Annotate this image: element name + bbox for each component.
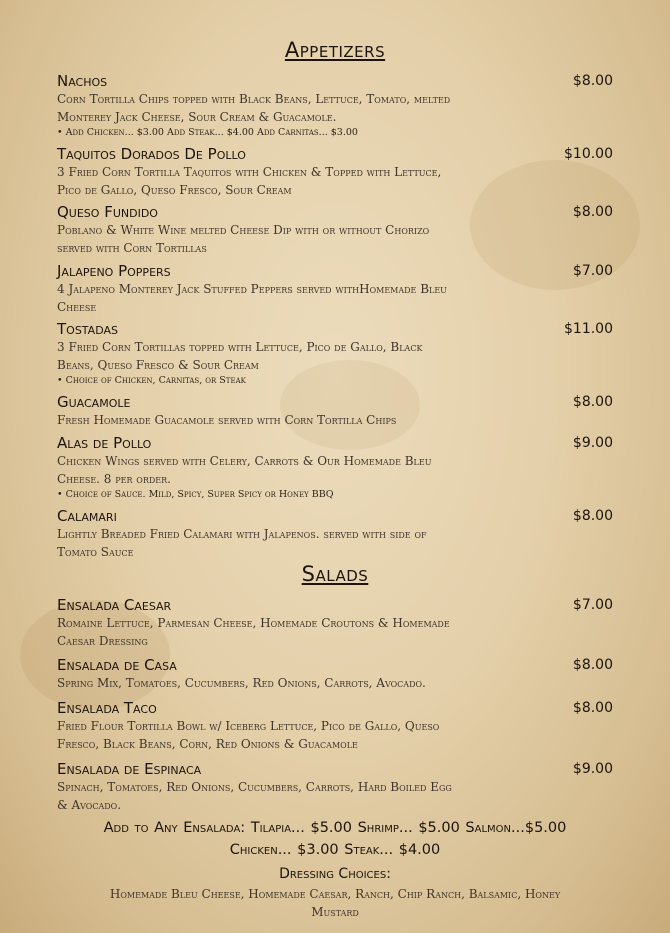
item-price: $11.00 xyxy=(564,321,613,337)
menu-item-ensalada-taco xyxy=(57,699,617,753)
item-price: $8.00 xyxy=(572,700,613,716)
item-name: Ensalada Caesar xyxy=(57,596,172,614)
menu-item-guacamole xyxy=(57,393,617,430)
item-name: Queso Fundido xyxy=(57,203,158,221)
item-price: $7.00 xyxy=(572,263,613,279)
menu-item-ensalada-caesar xyxy=(57,596,617,650)
menu-item-queso-fundido xyxy=(57,203,617,257)
menu-item-nachos xyxy=(57,72,617,139)
menu-item-taquitos xyxy=(57,145,617,199)
menu-item-ensalada-de-casa xyxy=(57,656,617,693)
item-description: Corn Tortilla Chips topped with Black Beans, Lettuce, Tomato, melted Monterey Jack Cheese, Sour Cream & Guacamole. xyxy=(57,92,451,124)
item-name: Alas de Pollo xyxy=(57,434,152,452)
item-price: $8.00 xyxy=(572,394,613,410)
item-description: 4 Jalapeno Monterey Jack Stuffed Peppers served withHomemade Bleu Cheese xyxy=(57,282,447,314)
item-description: Lightly Breaded Fried Calamari with Jalapenos. served with side of Tomato Sauce xyxy=(57,527,427,559)
dressing-choices-title: Dressing Choices: xyxy=(279,866,391,882)
item-name: Taquitos Dorados De Pollo xyxy=(57,145,246,163)
item-description: Spring Mix, Tomatoes, Cucumbers, Red Onions, Carrots, Avocado. xyxy=(57,676,426,690)
item-description: Romaine Lettuce, Parmesan Cheese, Homemade Croutons & Homemade Caesar Dressing xyxy=(57,616,450,648)
item-name: Calamari xyxy=(57,507,117,525)
item-name: Nachos xyxy=(57,72,108,90)
dressing-choices-list: Homemade Bleu Cheese, Homemade Caesar, Ranch, Chip Ranch, Balsamic, Honey Mustard xyxy=(109,887,561,919)
item-name: Guacamole xyxy=(57,393,131,411)
item-price: $9.00 xyxy=(572,761,613,777)
menu-item-calamari xyxy=(57,507,617,561)
item-price: $8.00 xyxy=(572,73,613,89)
salad-addons-line-1: Add to Any Ensalada: Tilapia... $5.00 Shrimp... $5.00 Salmon...$5.00 xyxy=(103,820,567,836)
item-price: $8.00 xyxy=(572,508,613,524)
item-addon-note: • Choice of Chicken, Carnitas, or Steak xyxy=(57,375,246,386)
item-name: Ensalada de Casa xyxy=(57,656,177,674)
item-price: $9.00 xyxy=(572,435,613,451)
item-price: $8.00 xyxy=(572,204,613,220)
salad-addons-line-2: Chicken... $3.00 Steak... $4.00 xyxy=(229,842,441,858)
salads-title: Salads xyxy=(301,562,369,586)
item-price: $8.00 xyxy=(572,657,613,673)
menu-item-alas-de-pollo xyxy=(57,434,617,501)
item-description: 3 Fried Corn Tortillas topped with Lettuce, Pico de Gallo, Black Beans, Queso Fresco & Sour Cream xyxy=(57,340,423,372)
item-description: Fresh Homemade Guacamole served with Corn Tortilla Chips xyxy=(57,413,397,427)
item-addon-note: • Choice of Sauce. Mild, Spicy, Super Spicy or Honey BBQ xyxy=(57,489,334,500)
item-name: Tostadas xyxy=(57,320,118,338)
item-description: Fried Flour Tortilla Bowl w/ Iceberg Lettuce, Pico de Gallo, Queso Fresco, Black Beans, Corn, Red Onions & Guacamole xyxy=(57,719,440,751)
item-price: $10.00 xyxy=(564,146,613,162)
item-addon-note: • Add Chicken... $3.00 Add Steak... $4.00 Add Carnitas... $3.00 xyxy=(57,127,358,138)
item-description: Spinach, Tomatoes, Red Onions, Cucumbers, Carrots, Hard Boiled Egg & Avocado. xyxy=(57,780,452,812)
item-name: Jalapeno Poppers xyxy=(57,262,171,280)
item-description: Poblano & White Wine melted Cheese Dip with or without Chorizo served with Corn Tortillas xyxy=(57,223,430,255)
menu-item-tostadas xyxy=(57,320,617,387)
menu-item-ensalada-de-espinaca xyxy=(57,760,617,814)
item-description: 3 Fried Corn Tortilla Taquitos with Chicken & Topped with Lettuce, Pico de Gallo, Queso Fresco, Sour Cream xyxy=(57,165,442,197)
item-price: $7.00 xyxy=(572,597,613,613)
menu-item-jalapeno-poppers xyxy=(57,262,617,316)
item-description: Chicken Wings served with Celery, Carrots & Our Homemade Bleu Cheese. 8 per order. xyxy=(57,454,432,486)
appetizers-title: Appetizers xyxy=(284,38,386,62)
item-name: Ensalada Taco xyxy=(57,699,157,717)
item-name: Ensalada de Espinaca xyxy=(57,760,202,778)
